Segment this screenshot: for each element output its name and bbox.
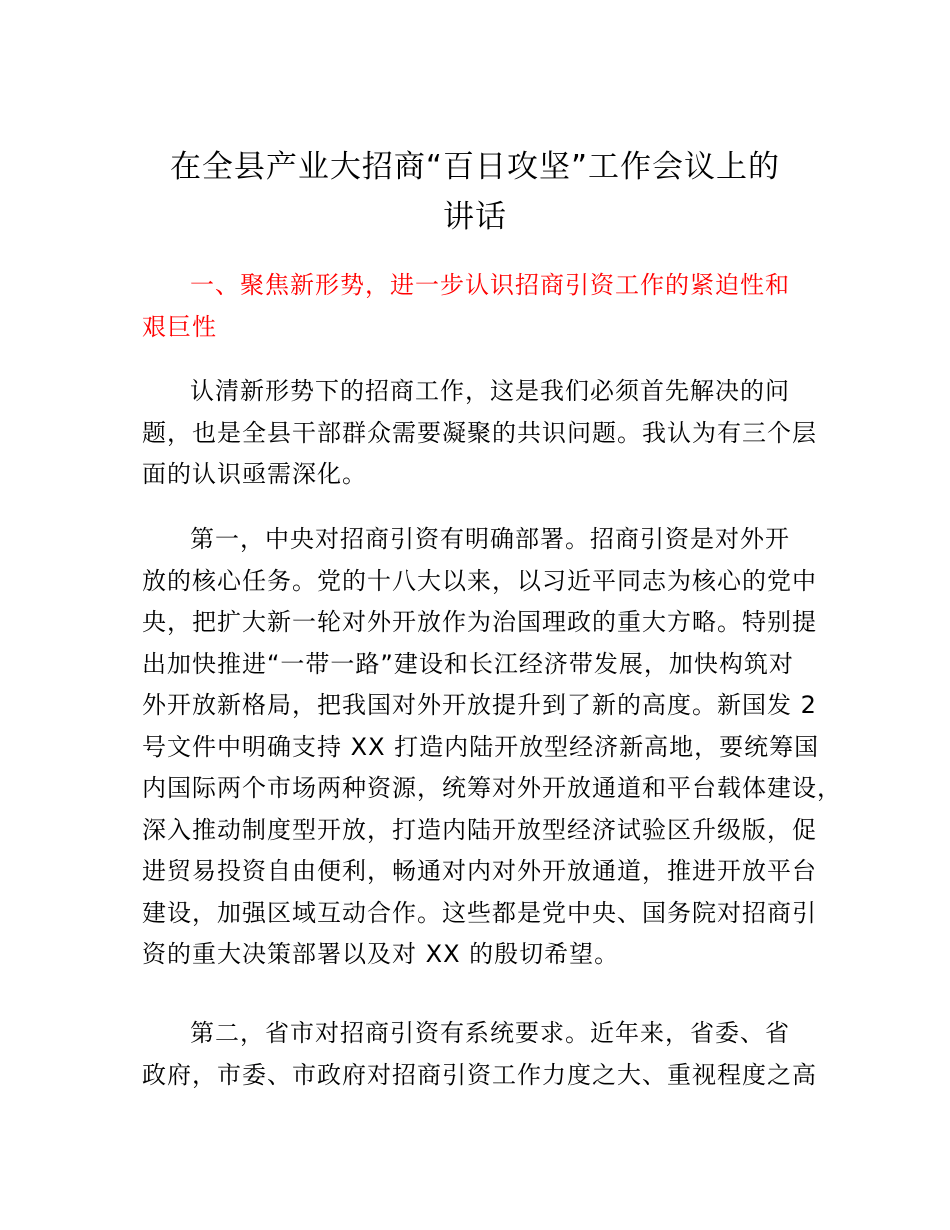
paragraph-line: 内国际两个市场两种资源，统筹对外开放通道和平台载体建设，: [142, 774, 842, 802]
paragraph-line: 进贸易投资自由便利，畅通对内对外开放通道，推进开放平台: [142, 857, 817, 885]
paragraph-3: [142, 1013, 822, 1096]
paragraph-line: 资的重大决策部署以及对 XX 的殷切希望。: [142, 940, 620, 968]
paragraph-line: 认清新形势下的招商工作，这是我们必须首先解决的问: [190, 377, 790, 405]
paragraph-2: [142, 519, 842, 976]
paragraph-line: 号文件中明确支持 XX 打造内陆开放型经济新高地，要统筹国: [142, 732, 820, 761]
paragraph-line: 面的认识亟需深化。: [142, 460, 367, 488]
paragraph-line: 第二，省市对招商引资有系统要求。近年来，省委、省: [190, 1019, 790, 1047]
section-heading: [142, 264, 814, 348]
paragraph-1: [142, 371, 822, 496]
paragraph-line: 深入推动制度型开放，打造内陆开放型经济试验区升级版，促: [142, 815, 817, 844]
paragraph-line: 第一，中央对招商引资有明确部署。招商引资是对外开: [190, 525, 790, 553]
paragraph-line: 建设，加强区域互动合作。这些都是党中央、国务院对招商引: [142, 898, 817, 927]
heading-line: 一、聚焦新形势，进一步认识招商引资工作的紧迫性和: [190, 271, 790, 299]
paragraph-line: 题，也是全县干部群众需要凝聚的共识问题。我认为有三个层: [142, 418, 817, 447]
title-line: 在全县产业大招商“百日攻坚”工作会议上的: [169, 149, 781, 185]
document-title: [120, 142, 830, 242]
paragraph-line: 政府，市委、市政府对招商引资工作力度之大、重视程度之高: [142, 1060, 817, 1089]
paragraph-line: 央，把扩大新一轮对外开放作为治国理政的重大方略。特别提: [142, 608, 817, 636]
paragraph-line: 放的核心任务。党的十八大以来，以习近平同志为核心的党中: [142, 566, 817, 595]
title-line: 讲话: [443, 199, 507, 235]
paragraph-line: 出加快推进“一带一路”建设和长江经济带发展，加快构筑对: [142, 649, 794, 678]
heading-line: 艰巨性: [142, 313, 217, 341]
paragraph-line: 外开放新格局，把我国对外开放提升到了新的高度。新国发 2: [142, 691, 817, 719]
